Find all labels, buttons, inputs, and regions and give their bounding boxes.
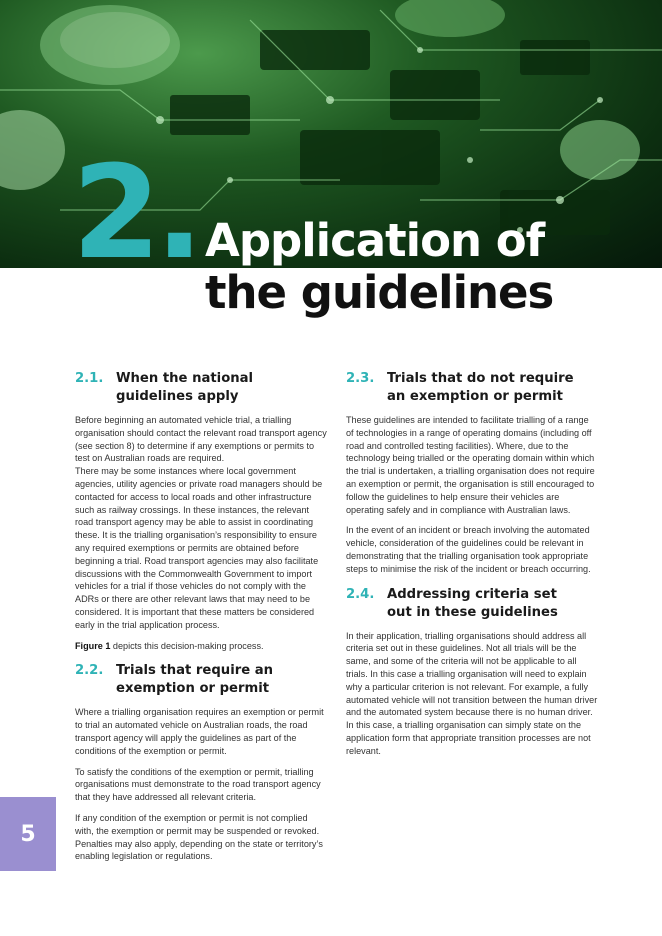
section-number: 2.3. (346, 371, 375, 386)
paragraph: Where a trialling organisation requires an exemption or permit to trial an automated vehicle on Australian roads, the road transport agency will apply the guidelines as part of the conditions of the exemption or permit. (75, 707, 324, 756)
paragraph: If any condition of the exemption or permit is not complied with, the exemption or permit may be suspended or revoked. Penalties may also apply, depending on the state or territory’s enabling legislation or regulations. (75, 812, 323, 862)
heading-line: out in these guidelines (387, 604, 558, 620)
chapter-number: 2. (72, 139, 198, 288)
section-number: 2.2. (75, 663, 104, 679)
paragraph: These guidelines are intended to facilitate trialling of a range of technologies in a range of operating domains (including off road and controlled testing facilities). Where, due to the technology being trialled or the operating domain within which the trial is undertaken, a trialling organisation does not require an exemption or permit, the organisation is still encouraged to follow the guidelines to help ensure their vehicles are operating safely and in compliance with Australian laws. (346, 415, 595, 515)
heading-line: exemption or permit (116, 681, 270, 697)
section-2-1-heading (75, 370, 327, 406)
heading-line: Addressing criteria set (387, 586, 557, 602)
page-title (205, 215, 553, 319)
paragraph: Before beginning an automated vehicle trial, a trialling organisation should contact the relevant road transport agency (see section 8) to determine if any exemptions or permits to test on Australian roads are required. (75, 415, 327, 464)
left-column (75, 370, 327, 871)
section-2-3-heading (346, 370, 598, 406)
figure-link: Figure 1 (75, 640, 111, 651)
page-title-line2: the guidelines (205, 266, 554, 319)
page-number-tab (0, 797, 56, 871)
paragraph: There may be some instances where local government agencies, utility agencies or private road managers should be contacted for access to local roads and other infrastructure such as railway crossings. In these instances, the relevant road transport agency may be able to assist in coordinating these. It is the trialling organisation’s responsibility to ensure any required exemptions or permits are obtained before beginning a trial. Road transport agencies may also facilitate discussions with the Commonwealth Government to import vehicles for a trial if those vehicles do not comply with the ADRs or there are other relevant laws that may need to be considered. It is important that these matters be considered early in the trial application process. (75, 466, 323, 630)
paragraph: To satisfy the conditions of the exemption or permit, trialling organisations must demonstrate to the road transport agency that they have addressed all relevant criteria. (75, 766, 321, 803)
heading-line: Trials that require an (116, 663, 274, 679)
heading-line: guidelines apply (116, 389, 239, 404)
section-title (116, 662, 327, 698)
heading-line: an exemption or permit (387, 389, 563, 404)
section-number: 2.1. (75, 371, 104, 386)
figure-reference-text: depicts this decision-making process. (110, 640, 264, 651)
paragraph: In their application, trialling organisations should address all criteria set out in these guidelines. Not all trials will be the same, and some of the criteria will not be applicable to all trials. In this case a trialling organisation will need to explain why a particular criterion is not relevant. For example, a fully automated vehicle will not transition between the human driver and the automated system because there is no human driver. In this case, a trialling organisation can simply state on the application form that appropriate transition processes are not relevant. (346, 630, 598, 756)
section-number: 2.4. (346, 586, 375, 602)
figure-reference (75, 640, 327, 653)
section-title (116, 370, 327, 406)
heading-line: When the national (116, 371, 254, 386)
heading-line: Trials that do not require (387, 371, 574, 386)
section-2-2-heading (75, 662, 327, 698)
page-number: 5 (20, 821, 36, 847)
section-2-4-heading (346, 586, 598, 622)
section-title (387, 586, 598, 622)
right-column (346, 370, 598, 766)
paragraph: In the event of an incident or breach involving the automated vehicle, consideration of the guidelines could be relevant in demonstrating that the trialling organisation took appropriate steps to minimise the risk of the incident or breach occurring. (346, 525, 591, 574)
page-title-line1: Application of (205, 214, 545, 267)
section-title (387, 370, 598, 406)
